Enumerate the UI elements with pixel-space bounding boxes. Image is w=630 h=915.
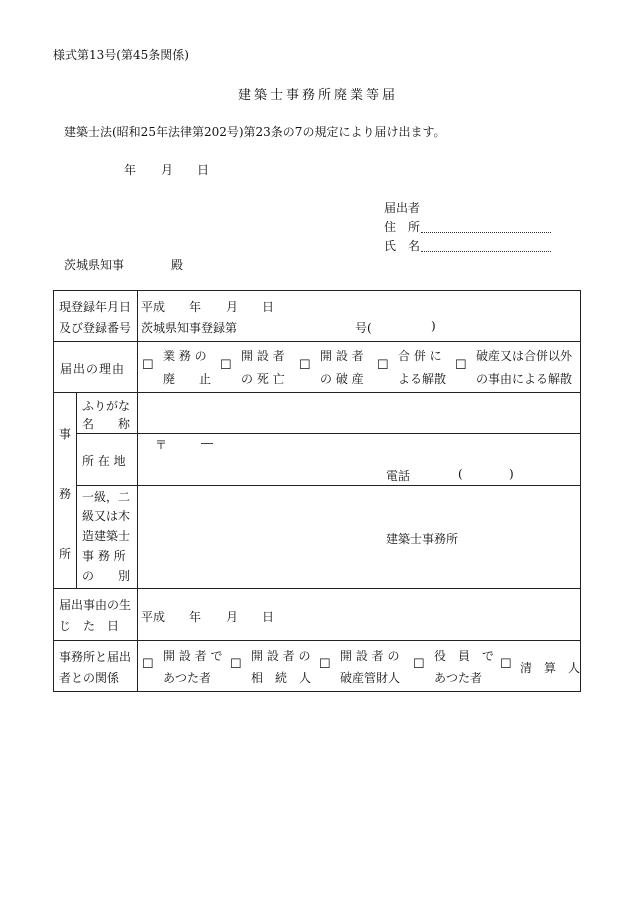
- reason-checkbox-5[interactable]: ☐: [455, 358, 467, 373]
- relationship-option-5-line1: 清 算 人: [520, 661, 581, 675]
- reason-checkbox-3[interactable]: ☐: [299, 358, 311, 373]
- relationship-option-1-line2: あつた者: [163, 671, 212, 685]
- office-name-label: 名 称: [82, 417, 131, 431]
- reason-option-4-line2: よる解散: [398, 372, 447, 386]
- office-class-label-3: 造建築士: [82, 529, 131, 543]
- office-postal-dash: ―: [201, 436, 213, 450]
- relationship-checkbox-1[interactable]: ☐: [142, 657, 154, 672]
- office-class-label-4: 事 務 所: [82, 549, 126, 563]
- relationship-checkbox-5[interactable]: ☐: [500, 657, 512, 672]
- registration-month[interactable]: 月: [226, 300, 239, 314]
- registration-number-close: ): [431, 319, 436, 333]
- reason-checkbox-4[interactable]: ☐: [377, 358, 389, 373]
- office-section-char-3: 所: [59, 547, 72, 561]
- relationship-option-1-line1: 開 設 者 で: [163, 649, 223, 663]
- occurrence-month[interactable]: 月: [226, 610, 239, 624]
- reason-option-2-line2: の 死 亡: [241, 372, 285, 386]
- relationship-option-4-line1: 役 員 で: [434, 649, 495, 663]
- applicant-address-field[interactable]: [421, 232, 551, 233]
- office-address-label: 所 在 地: [82, 454, 126, 468]
- relationship-option-4-line2: あつた者: [434, 671, 483, 685]
- relationship-checkbox-3[interactable]: ☐: [319, 657, 331, 672]
- relationship-label-1: 事務所と届出: [59, 650, 132, 664]
- office-furigana-label: ふりがな: [82, 399, 131, 413]
- occurrence-label-2: じ た 日: [59, 619, 120, 633]
- applicant-name-field[interactable]: [421, 251, 551, 252]
- registration-era: 平成: [141, 300, 166, 314]
- date-month[interactable]: 月: [161, 163, 174, 177]
- reason-option-4-line1: 合 併 に: [398, 349, 442, 363]
- relationship-option-3-line2: 破産管財人: [340, 671, 401, 685]
- reason-option-3-line2: の 破 産: [320, 372, 364, 386]
- office-phone-close: ): [509, 467, 514, 481]
- registration-day[interactable]: 日: [262, 300, 275, 314]
- reason-option-5-line2: の事由による解散: [476, 372, 573, 386]
- addressee-honorific: 殿: [171, 258, 184, 272]
- registration-label-2: 及び登録番号: [59, 321, 132, 335]
- registration-label-1: 現登録年月日: [59, 300, 132, 314]
- relationship-checkbox-2[interactable]: ☐: [230, 657, 242, 672]
- occurrence-year[interactable]: 年: [189, 610, 202, 624]
- applicant-address-label: 住 所: [384, 220, 421, 234]
- reason-option-5-line1: 破産又は合併以外: [476, 349, 573, 363]
- reason-option-1-line2: 廃 止: [163, 372, 212, 386]
- office-section-char-1: 事: [59, 427, 72, 441]
- office-class-label-2: 級又は木: [82, 509, 131, 523]
- office-class-suffix: 建築士事務所: [386, 532, 459, 546]
- page-title: 建築士事務所廃業等届: [238, 88, 399, 103]
- reason-checkbox-2[interactable]: ☐: [220, 358, 232, 373]
- relationship-option-2-line1: 開 設 者 の: [251, 649, 311, 663]
- relationship-option-2-line2: 相 続 人: [251, 671, 312, 685]
- relationship-checkbox-4[interactable]: ☐: [413, 657, 425, 672]
- relationship-label-2: 者との関係: [59, 671, 120, 685]
- reason-option-1-line1: 業 務 の: [163, 349, 207, 363]
- occurrence-day[interactable]: 日: [262, 610, 275, 624]
- occurrence-era: 平成: [141, 610, 166, 624]
- reason-option-2-line1: 開 設 者: [241, 349, 285, 363]
- office-phone-open: (: [458, 467, 463, 481]
- office-postal-mark: 〒: [155, 438, 168, 452]
- office-section-char-2: 務: [59, 487, 72, 501]
- reason-label: 届出の理由: [60, 362, 126, 376]
- office-phone-label: 電話: [386, 469, 411, 483]
- date-year[interactable]: 年: [124, 163, 137, 177]
- office-class-label-5: の 別: [82, 569, 131, 583]
- form-number: 様式第13号(第45条関係): [53, 48, 189, 62]
- applicant-name-label: 氏 名: [384, 239, 421, 253]
- reason-option-3-line1: 開 設 者: [320, 349, 364, 363]
- registration-number-suffix: 号(: [355, 321, 372, 335]
- relationship-option-3-line1: 開 設 者 の: [340, 649, 400, 663]
- reason-checkbox-1[interactable]: ☐: [142, 358, 154, 373]
- applicant-header: 届出者: [384, 201, 421, 215]
- registration-number-prefix: 茨城県知事登録第: [141, 321, 238, 335]
- date-day[interactable]: 日: [197, 163, 210, 177]
- statement-text: 建築士法(昭和25年法律第202号)第23条の7の規定により届け出ます。: [64, 125, 446, 139]
- registration-year[interactable]: 年: [189, 300, 202, 314]
- office-class-label-1: 一級，二: [82, 490, 131, 504]
- occurrence-label-1: 届出事由の生: [59, 598, 132, 612]
- addressee-governor: 茨城県知事: [64, 258, 125, 272]
